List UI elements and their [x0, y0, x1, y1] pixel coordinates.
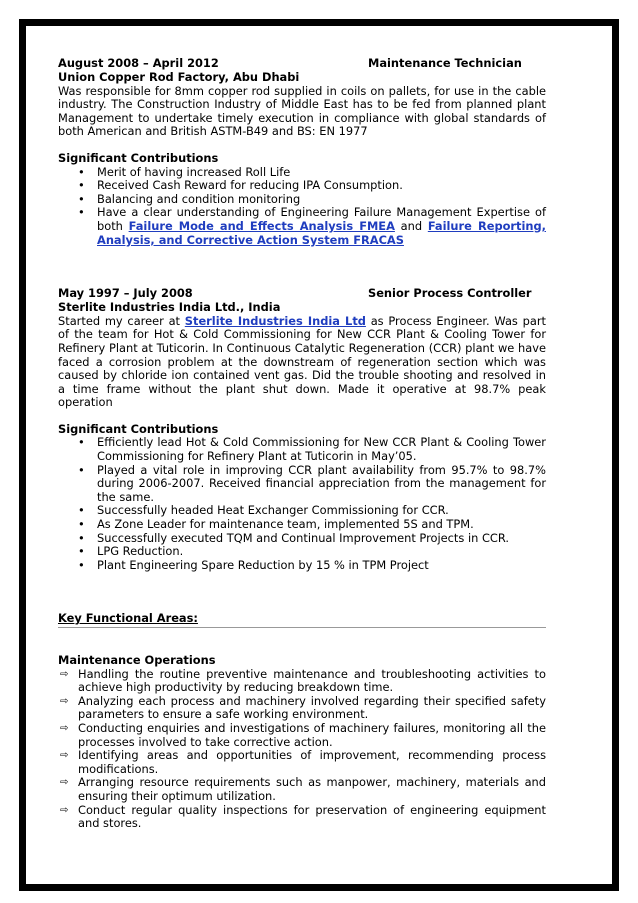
arrow-right-icon: ⇨	[60, 777, 69, 789]
list-item: ⇨ Analyzing each process and machinery involved regarding their specified safety parameters to ensure a safe working environment.	[60, 693, 546, 722]
list-item: • LPG Reduction.	[58, 545, 546, 559]
list-item: • Balancing and condition monitoring	[58, 193, 546, 207]
arrow-right-icon: ⇨	[60, 668, 69, 680]
job2-title: Senior Process Controller	[368, 286, 532, 301]
job1-description: Was responsible for 8mm copper rod supplied in coils on pallets, for use in the cable industry. The Construction Industry of Middle East has to be fed from planned plant Management to undertake timely execution in compliance with global standards of both American and British ASTM-B49 and BS: EN 1977	[58, 83, 546, 139]
maintenance-subheading: Maintenance Operations	[58, 653, 216, 667]
job1-contributions	[58, 166, 546, 248]
list-item: ⇨ Handling the routine preventive maintenance and troubleshooting activities to achieve high productivity by reducing breakdown time.	[60, 666, 546, 695]
list-item: ⇨ Conducting enquiries and investigations of machinery failures, monitoring all the processes involved to take corrective action.	[60, 720, 546, 749]
job1-dates: August 2008 – April 2012	[58, 56, 219, 70]
resume-content	[58, 57, 546, 831]
job2-header	[58, 287, 546, 301]
job2-contrib-heading: Significant Contributions	[58, 421, 219, 436]
list-item: ⇨ Arranging resource requirements such as manpower, machinery, materials and ensuring their optimum utilization.	[60, 775, 546, 803]
list-item: • Successfully headed Heat Exchanger Commissioning for CCR.	[58, 504, 546, 518]
job1-company: Union Copper Rod Factory, Abu Dhabi	[58, 70, 300, 84]
arrow-right-icon: ⇨	[60, 750, 69, 762]
list-item: ⇨ Identifying areas and opportunities of improvement, recommending process modifications.	[60, 748, 546, 776]
fmea-prefix: Have a clear understanding of Engineering Failure Management Expertise of both	[97, 205, 546, 233]
job2-dates: May 1997 – July 2008	[58, 286, 193, 301]
job2-desc-rest: as Process Engineer. Was part of the team for Hot & Cold Commissioning for New CCR Plant & Cooling Tower for Refinery Plant at Tuticorin. In Continuous Catalytic Regeneration (CCR) plant we have faced a corrosion problem at the downstream of regeneration section which was caused by chloride ion contained vent gas. Did the trouble shooting and resolved in a time frame without the plant shut down. Made it operative at 98.7% peak operation	[58, 313, 546, 410]
functional-heading: Key Functional Areas:	[58, 612, 546, 628]
job2-desc-prefix: Started my career at	[58, 313, 185, 328]
list-item: ⇨ Conduct regular quality inspections for preservation of engineering equipment and stores.	[60, 802, 546, 831]
job1-header	[58, 57, 546, 71]
arrow-right-icon: ⇨	[60, 804, 69, 816]
sterlite-link[interactable]: Sterlite Industries India Ltd	[184, 313, 366, 328]
list-item: • Successfully executed TQM and Continual Improvement Projects in CCR.	[58, 532, 546, 546]
job2-contributions	[58, 436, 546, 572]
arrow-right-icon: ⇨	[60, 722, 69, 734]
list-item: • Merit of having increased Roll Life	[58, 166, 546, 180]
functional-items	[58, 668, 546, 831]
job2-description	[58, 315, 546, 410]
job1-title: Maintenance Technician	[368, 56, 522, 70]
arrow-right-icon: ⇨	[60, 695, 69, 707]
fracas-link[interactable]: Failure Reporting, Analysis, and Corrective Action System FRACAS	[97, 218, 546, 247]
list-item: • Efficiently lead Hot & Cold Commissioning for New CCR Plant & Cooling Tower Commissioning for Refinery Plant at Tuticorin in May’05.	[58, 436, 546, 463]
list-item: • Plant Engineering Spare Reduction by 15 % in TPM Project	[58, 559, 546, 573]
list-item: • Played a vital role in improving CCR plant availability from 95.7% to 98.7% during 2006-2007. Received financial appreciation from the management for the same.	[58, 464, 546, 505]
list-item: • Received Cash Reward for reducing IPA Consumption.	[58, 179, 546, 193]
fmea-middle: and	[394, 218, 428, 233]
job2-company: Sterlite Industries India Ltd., India	[58, 300, 281, 315]
job1-contrib-heading: Significant Contributions	[58, 150, 219, 165]
list-item	[58, 206, 546, 247]
fmea-link[interactable]: Failure Mode and Effects Analysis FMEA	[128, 218, 395, 233]
list-item: • As Zone Leader for maintenance team, implemented 5S and TPM.	[58, 518, 546, 532]
